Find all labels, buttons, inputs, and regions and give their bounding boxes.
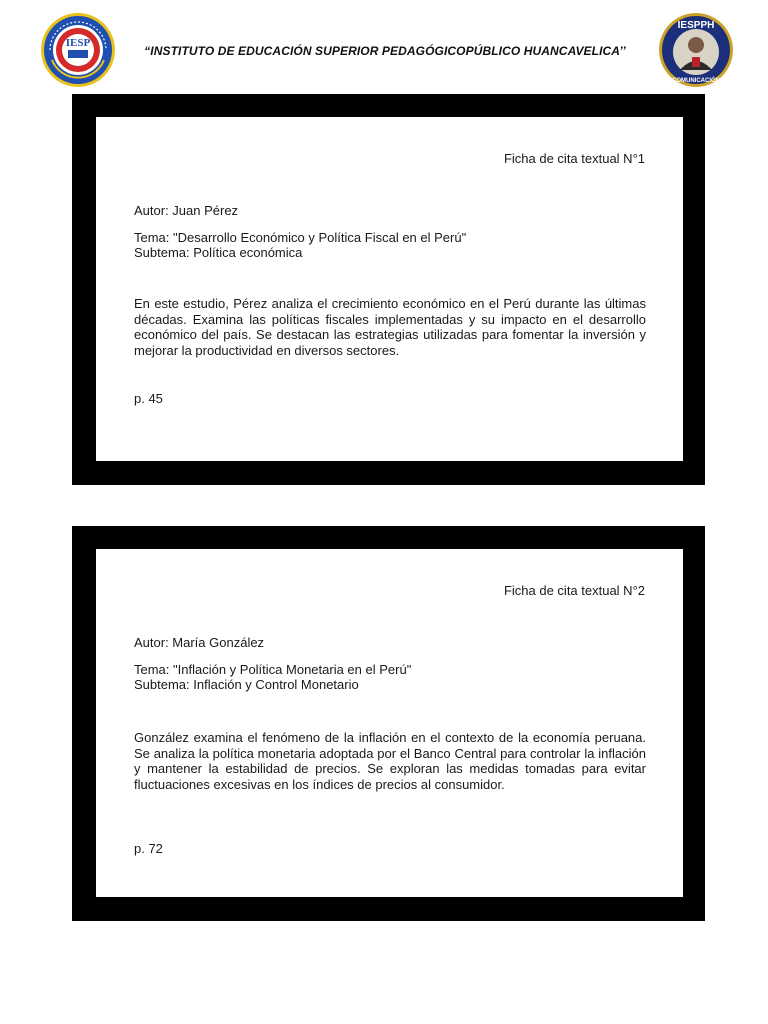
ficha-pagina: p. 45 xyxy=(134,391,163,406)
page-header xyxy=(0,0,768,100)
ficha-pagina: p. 72 xyxy=(134,841,163,856)
ficha-cita-text: En este estudio, Pérez analiza el crecimiento económico en el Perú durante las últimas décadas. Examina las políticas fiscales implementadas y su impacto en el desarrollo económico del país. Se destacan las estrategias utilizadas para fomentar la inversión y mejorar la productividad en diversos sectores. xyxy=(134,296,646,358)
ficha-card-1-content xyxy=(96,117,683,461)
ficha-tema: Tema: "Inflación y Política Monetaria en el Perú" xyxy=(134,662,412,677)
left-logo-letters: IESP xyxy=(65,37,91,49)
ficha-title: Ficha de cita textual N°2 xyxy=(503,583,645,598)
ficha-card-1 xyxy=(72,94,705,485)
ficha-autor: Autor: Juan Pérez xyxy=(134,203,239,218)
ficha-card-2 xyxy=(72,526,705,921)
ficha-subtema: Subtema: Política económica xyxy=(134,245,303,260)
iesp-seal-logo-icon xyxy=(40,12,116,88)
ficha-title: Ficha de cita textual N°1 xyxy=(503,151,645,166)
right-logo-top-text: IESPPH xyxy=(677,20,715,31)
ficha-cita-text: González examina el fenómeno de la inflación en el contexto de la economía peruana. Se analiza la política monetaria adoptada por el Banco Central para controlar la inflación y mantener la estabilidad de precios. Se exploran las medidas tomadas para evitar fluctuaciones excesivas en los índices de precios al consumidor. xyxy=(134,730,646,792)
right-logo-bottom-text: COMUNICACIÓN xyxy=(672,78,720,84)
ficha-subtema: Subtema: Inflación y Control Monetario xyxy=(134,677,359,692)
ficha-autor: Autor: María González xyxy=(134,635,265,650)
institution-title: “INSTITUTO DE EDUCACIÓN SUPERIOR PEDAGÓGICOPÚBLICO HUANCAVELICA’’ xyxy=(144,44,626,58)
ficha-card-2-content xyxy=(96,549,683,897)
iespph-comunicacion-logo-icon xyxy=(658,12,734,88)
ficha-tema: Tema: "Desarrollo Económico y Política Fiscal en el Perú" xyxy=(134,230,467,245)
